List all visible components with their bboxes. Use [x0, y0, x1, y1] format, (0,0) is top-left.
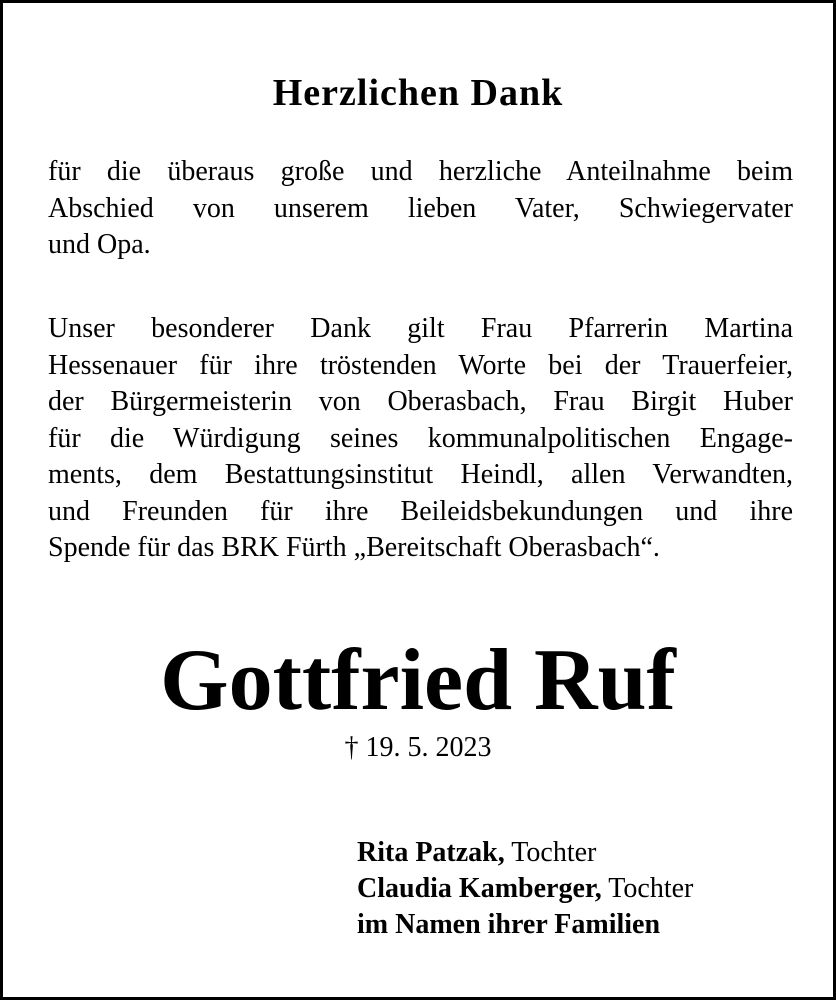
special-thanks-paragraph: [48, 311, 793, 567]
paragraph-line: und Freunden für ihre Beileidsbekundungen und ihre: [48, 495, 793, 527]
signer-name: im Namen ihrer Familien: [357, 909, 661, 940]
paragraph-line: und Opa.: [48, 229, 151, 260]
signer-row: [357, 835, 693, 871]
signers-block: [357, 835, 693, 943]
signer-row: [357, 871, 693, 907]
paragraph-line: Hessenauer für ihre tröstenden Worte bei der Trauerfeier,: [48, 349, 793, 381]
paragraph-line: Unser besonderer Dank gilt Frau Pfarrerin Martina: [48, 313, 793, 344]
paragraph-line: für die überaus große und herzliche Anteilnahme beim: [48, 156, 793, 187]
signer-row: [357, 907, 693, 943]
thanks-paragraph: [48, 154, 793, 264]
signer-name: Rita Patzak,: [357, 837, 505, 868]
paragraph-line: für die Würdigung seines kommunalpolitischen Engage-: [48, 422, 793, 454]
notice-heading: Herzlichen Dank: [272, 72, 564, 114]
paragraph-line: Spende für das BRK Fürth „Bereitschaft Oberasbach“.: [48, 532, 660, 563]
death-date: † 19. 5. 2023: [344, 732, 492, 763]
paragraph-line: Abschied von unserem lieben Vater, Schwiegervater: [48, 192, 793, 224]
paragraph-line: der Bürgermeisterin von Oberasbach, Frau Birgit Huber: [48, 386, 793, 417]
signer-name: Claudia Kamberger,: [357, 873, 602, 904]
signer-relation: Tochter: [504, 837, 597, 868]
deceased-name: Gottfried Ruf: [160, 632, 676, 729]
paragraph-line: ments, dem Bestattungsinstitut Heindl, allen Verwandten,: [48, 459, 793, 490]
signer-relation: Tochter: [601, 873, 694, 904]
